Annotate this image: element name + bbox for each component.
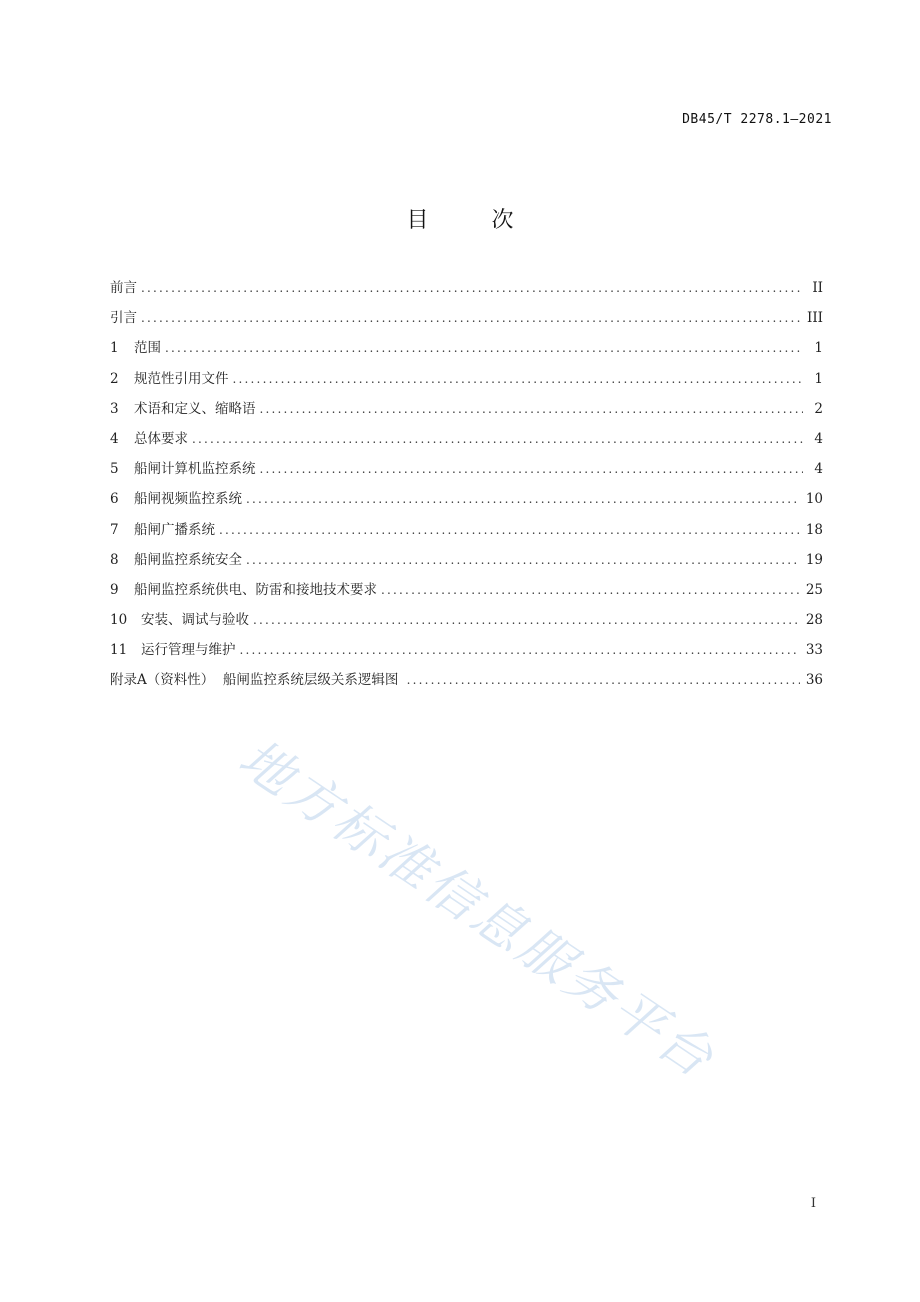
toc-entry-7[interactable] (110, 520, 823, 550)
toc-entry-foreword[interactable] (110, 278, 823, 308)
toc-entry-label: 附录A（资料性） 船闸监控系统层级关系逻辑图 (110, 672, 403, 689)
toc-entry-number: 9 (110, 581, 119, 598)
toc-entry-page: 36 (805, 672, 823, 689)
toc-entry-page: 33 (805, 642, 823, 659)
toc-entry-number: 5 (110, 461, 119, 478)
page-number: I (810, 1196, 816, 1211)
document-code: DB45/T 2278.1—2021 (682, 112, 832, 127)
page-title: 目 次 (406, 208, 542, 233)
toc-entry-label: 船闸视频监控系统 (134, 491, 242, 508)
toc-entry-10[interactable] (110, 610, 823, 640)
toc-entry-3[interactable] (110, 399, 823, 429)
toc-entry-number: 1 (110, 340, 119, 357)
toc-leader-dots (246, 550, 800, 570)
toc-entry-label: 船闸监控系统安全 (134, 551, 242, 568)
toc-entry-number: 11 (110, 642, 128, 659)
toc-entry-number: 4 (110, 430, 119, 447)
toc-entry-11[interactable] (110, 640, 823, 670)
toc-entry-4[interactable] (110, 429, 823, 459)
toc-entry-page: 18 (805, 521, 823, 538)
toc-entry-label: 前言 (110, 280, 137, 296)
toc-entry-label: 规范性引用文件 (134, 370, 229, 387)
toc-entry-label: 安装、调试与验收 (141, 612, 249, 629)
toc-entry-5[interactable] (110, 459, 823, 489)
toc-entry-label: 船闸监控系统供电、防雷和接地技术要求 (134, 581, 377, 598)
toc-leader-dots (260, 459, 804, 479)
toc-entry-label: 引言 (110, 310, 137, 327)
toc-leader-dots (219, 520, 800, 540)
toc-leader-dots (141, 308, 801, 328)
toc-entry-page: 19 (805, 551, 823, 568)
toc-leader-dots (407, 670, 800, 690)
toc-entry-number: 3 (110, 400, 119, 417)
toc-entry-2[interactable] (110, 369, 823, 399)
toc-entry-introduction[interactable] (110, 308, 823, 338)
toc-entry-number: 2 (110, 370, 119, 387)
toc-entry-appendix-a[interactable] (110, 670, 823, 700)
toc-leader-dots (381, 580, 800, 600)
toc-entry-number: 8 (110, 551, 119, 568)
toc-entry-page: II (812, 280, 823, 296)
toc-leader-dots (233, 369, 804, 389)
toc-entry-9[interactable] (110, 580, 823, 610)
toc-entry-page: 4 (814, 461, 823, 478)
toc-entry-6[interactable] (110, 489, 823, 519)
toc-leader-dots (165, 338, 803, 358)
toc-leader-dots (260, 399, 804, 419)
toc-entry-page: 25 (805, 581, 823, 598)
toc-entry-page: 4 (814, 430, 823, 447)
toc-entry-label: 船闸计算机监控系统 (134, 461, 256, 478)
toc-leader-dots (246, 489, 800, 509)
toc-entry-page: 1 (814, 370, 823, 387)
toc-leader-dots (253, 610, 800, 630)
toc-entry-page: 2 (814, 400, 823, 417)
toc-leader-dots (141, 278, 803, 298)
toc-entry-label: 范围 (134, 340, 161, 357)
watermark: 地方标准信息服务平台 (228, 728, 726, 1092)
toc-entry-label: 船闸广播系统 (134, 521, 215, 538)
toc-entry-1[interactable] (110, 338, 823, 368)
toc-entry-label: 术语和定义、缩略语 (134, 400, 256, 417)
table-of-contents (110, 278, 823, 701)
toc-entry-number: 7 (110, 521, 119, 538)
toc-entry-page: 28 (805, 612, 823, 629)
toc-entry-page: III (807, 310, 823, 327)
toc-entry-8[interactable] (110, 550, 823, 580)
toc-entry-page: 10 (805, 491, 823, 508)
toc-leader-dots (240, 640, 800, 660)
toc-entry-label: 总体要求 (134, 430, 188, 447)
toc-entry-number: 10 (110, 612, 128, 629)
toc-leader-dots (192, 429, 803, 449)
toc-entry-page: 1 (814, 340, 823, 357)
toc-entry-label: 运行管理与维护 (141, 642, 236, 659)
toc-entry-number: 6 (110, 491, 119, 508)
